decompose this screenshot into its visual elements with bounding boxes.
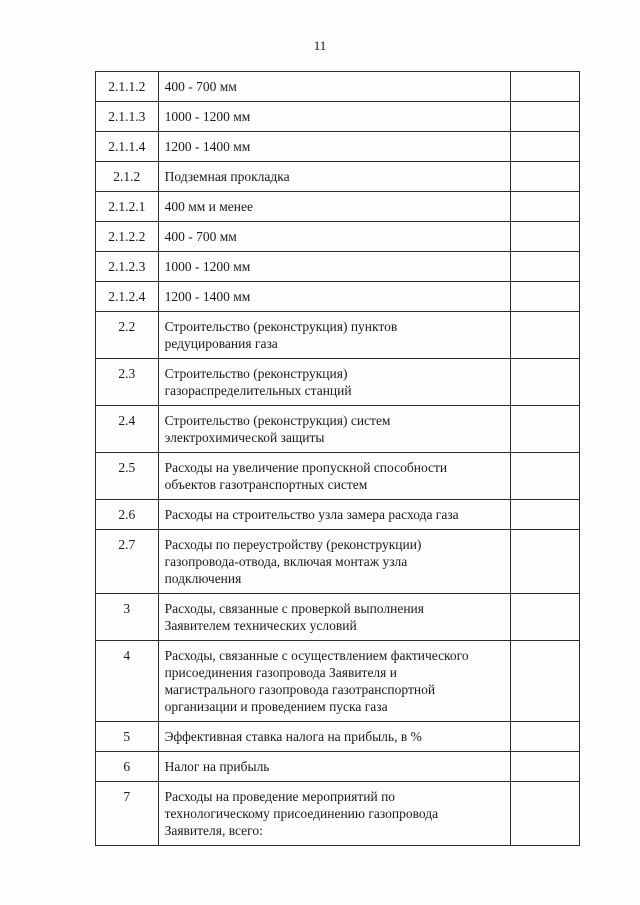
row-description bbox=[163, 453, 511, 499]
row-value-cell bbox=[511, 252, 580, 282]
table-row bbox=[96, 192, 580, 222]
row-description bbox=[163, 252, 511, 281]
row-number-cell bbox=[96, 192, 159, 222]
row-value-cell bbox=[511, 359, 580, 406]
row-number-cell bbox=[96, 594, 159, 641]
row-description bbox=[163, 162, 511, 191]
table-row bbox=[96, 406, 580, 453]
table-row bbox=[96, 782, 580, 846]
row-description bbox=[163, 752, 511, 781]
table-row bbox=[96, 641, 580, 722]
row-number-cell bbox=[96, 752, 159, 782]
row-description bbox=[163, 594, 511, 640]
row-number: 7 bbox=[123, 789, 131, 804]
row-description-cell bbox=[158, 641, 511, 722]
row-number-cell bbox=[96, 102, 159, 132]
row-description-cell bbox=[158, 530, 511, 594]
row-number: 4 bbox=[123, 648, 131, 663]
row-number: 2.2 bbox=[118, 319, 136, 334]
table-row bbox=[96, 222, 580, 252]
description-line: 400 - 700 мм bbox=[164, 229, 237, 244]
description-line: Налог на прибыль bbox=[164, 759, 270, 774]
table-row bbox=[96, 594, 580, 641]
description-line: 1200 - 1400 мм bbox=[164, 139, 251, 154]
row-value-cell bbox=[511, 594, 580, 641]
row-value-cell bbox=[511, 500, 580, 530]
row-description-cell bbox=[158, 453, 511, 500]
row-value-cell bbox=[511, 312, 580, 359]
row-number: 2.1.1.2 bbox=[108, 79, 146, 94]
description-line: Расходы, связанные с проверкой выполнения bbox=[164, 601, 424, 616]
row-description-cell bbox=[158, 500, 511, 530]
row-number-cell bbox=[96, 72, 159, 102]
description-line: Эффективная ставка налога на прибыль, в % bbox=[164, 729, 422, 744]
row-description bbox=[163, 312, 511, 358]
row-number-cell bbox=[96, 453, 159, 500]
table-row bbox=[96, 722, 580, 752]
row-description bbox=[163, 782, 511, 845]
row-description bbox=[163, 406, 511, 452]
row-number-cell bbox=[96, 282, 159, 312]
description-line: Заявителем технических условий bbox=[164, 618, 357, 633]
description-line: газопровода-отвода, включая монтаж узла bbox=[164, 554, 408, 569]
row-description-cell bbox=[158, 594, 511, 641]
row-number: 2.1.2.1 bbox=[108, 199, 146, 214]
row-description-cell bbox=[158, 102, 511, 132]
row-number: 2.1.2.3 bbox=[108, 259, 146, 274]
row-description bbox=[163, 641, 511, 721]
row-description bbox=[163, 500, 511, 529]
description-line: газораспределительных станций bbox=[164, 383, 352, 398]
description-line: Строительство (реконструкция) пунктов bbox=[164, 319, 398, 334]
row-number-cell bbox=[96, 222, 159, 252]
row-value-cell bbox=[511, 102, 580, 132]
row-description bbox=[163, 102, 511, 131]
row-description-cell bbox=[158, 72, 511, 102]
table-row bbox=[96, 359, 580, 406]
description-line: 1000 - 1200 мм bbox=[164, 259, 251, 274]
row-number-cell bbox=[96, 641, 159, 722]
row-description bbox=[163, 192, 511, 221]
row-value-cell bbox=[511, 782, 580, 846]
description-line: редуцирования газа bbox=[164, 336, 278, 351]
description-line: электрохимической защиты bbox=[164, 430, 325, 445]
description-line: 400 - 700 мм bbox=[164, 79, 237, 94]
row-number: 5 bbox=[123, 729, 131, 744]
row-number: 2.1.2.2 bbox=[108, 229, 146, 244]
row-number-cell bbox=[96, 782, 159, 846]
row-description-cell bbox=[158, 312, 511, 359]
table-row bbox=[96, 102, 580, 132]
row-number: 2.1.2.4 bbox=[108, 289, 146, 304]
row-value-cell bbox=[511, 406, 580, 453]
description-line: объектов газотранспортных систем bbox=[164, 477, 368, 492]
page-number: 11 bbox=[313, 38, 327, 53]
description-line: Расходы по переустройству (реконструкции) bbox=[164, 537, 422, 552]
table-row bbox=[96, 500, 580, 530]
row-description-cell bbox=[158, 132, 511, 162]
description-line: Подземная прокладка bbox=[164, 169, 290, 184]
description-line: 1000 - 1200 мм bbox=[164, 109, 251, 124]
description-line: Строительство (реконструкция) систем bbox=[164, 413, 391, 428]
table-row bbox=[96, 132, 580, 162]
row-number: 3 bbox=[123, 601, 131, 616]
row-value-cell bbox=[511, 453, 580, 500]
row-description-cell bbox=[158, 359, 511, 406]
row-number-cell bbox=[96, 500, 159, 530]
row-number-cell bbox=[96, 722, 159, 752]
row-number: 2.1.1.3 bbox=[108, 109, 146, 124]
row-value-cell bbox=[511, 530, 580, 594]
row-number-cell bbox=[96, 252, 159, 282]
description-line: организации и проведением пуска газа bbox=[164, 699, 388, 714]
row-description bbox=[163, 722, 511, 751]
row-value-cell bbox=[511, 722, 580, 752]
table-row bbox=[96, 252, 580, 282]
description-line: Заявителя, всего: bbox=[164, 823, 263, 838]
description-line: Расходы на проведение мероприятий по bbox=[164, 789, 396, 804]
description-line: присоединения газопровода Заявителя и bbox=[164, 665, 397, 680]
row-number: 2.1.2 bbox=[113, 169, 141, 184]
row-value-cell bbox=[511, 132, 580, 162]
row-number: 2.1.1.4 bbox=[108, 139, 146, 154]
description-line: Расходы на строительство узла замера расхода газа bbox=[164, 507, 459, 522]
row-value-cell bbox=[511, 641, 580, 722]
row-description-cell bbox=[158, 752, 511, 782]
row-description-cell bbox=[158, 782, 511, 846]
row-description-cell bbox=[158, 252, 511, 282]
row-description bbox=[163, 72, 511, 101]
row-value-cell bbox=[511, 282, 580, 312]
row-number: 2.6 bbox=[118, 507, 136, 522]
row-number: 2.5 bbox=[118, 460, 136, 475]
row-number-cell bbox=[96, 162, 159, 192]
description-line: технологическому присоединению газопровода bbox=[164, 806, 439, 821]
cost-table bbox=[95, 71, 580, 846]
table-row bbox=[96, 162, 580, 192]
description-line: подключения bbox=[164, 571, 242, 586]
table-row bbox=[96, 453, 580, 500]
row-value-cell bbox=[511, 192, 580, 222]
row-number: 6 bbox=[123, 759, 131, 774]
description-line: Расходы, связанные с осуществлением фактического bbox=[164, 648, 469, 663]
row-number-cell bbox=[96, 359, 159, 406]
row-description-cell bbox=[158, 162, 511, 192]
row-value-cell bbox=[511, 162, 580, 192]
description-line: магистрального газопровода газотранспортной bbox=[164, 682, 436, 697]
row-description bbox=[163, 132, 511, 161]
description-line: Строительство (реконструкция) bbox=[164, 366, 348, 381]
row-description-cell bbox=[158, 282, 511, 312]
row-description bbox=[163, 359, 511, 405]
table-row bbox=[96, 530, 580, 594]
row-description-cell bbox=[158, 222, 511, 252]
row-number: 2.3 bbox=[118, 366, 136, 381]
table-row bbox=[96, 752, 580, 782]
row-description bbox=[163, 282, 511, 311]
row-description bbox=[163, 530, 511, 593]
row-description-cell bbox=[158, 192, 511, 222]
row-number: 2.4 bbox=[118, 413, 136, 428]
row-number-cell bbox=[96, 312, 159, 359]
row-value-cell bbox=[511, 222, 580, 252]
row-description-cell bbox=[158, 406, 511, 453]
description-line: 1200 - 1400 мм bbox=[164, 289, 251, 304]
table-body bbox=[96, 72, 580, 846]
table-row bbox=[96, 282, 580, 312]
row-value-cell bbox=[511, 752, 580, 782]
row-number-cell bbox=[96, 406, 159, 453]
row-number-cell bbox=[96, 530, 159, 594]
row-description bbox=[163, 222, 511, 251]
table-row bbox=[96, 312, 580, 359]
row-value-cell bbox=[511, 72, 580, 102]
row-description-cell bbox=[158, 722, 511, 752]
row-number-cell bbox=[96, 132, 159, 162]
table-row bbox=[96, 72, 580, 102]
row-number: 2.7 bbox=[118, 537, 136, 552]
description-line: 400 мм и менее bbox=[164, 199, 254, 214]
description-line: Расходы на увеличение пропускной способности bbox=[164, 460, 448, 475]
